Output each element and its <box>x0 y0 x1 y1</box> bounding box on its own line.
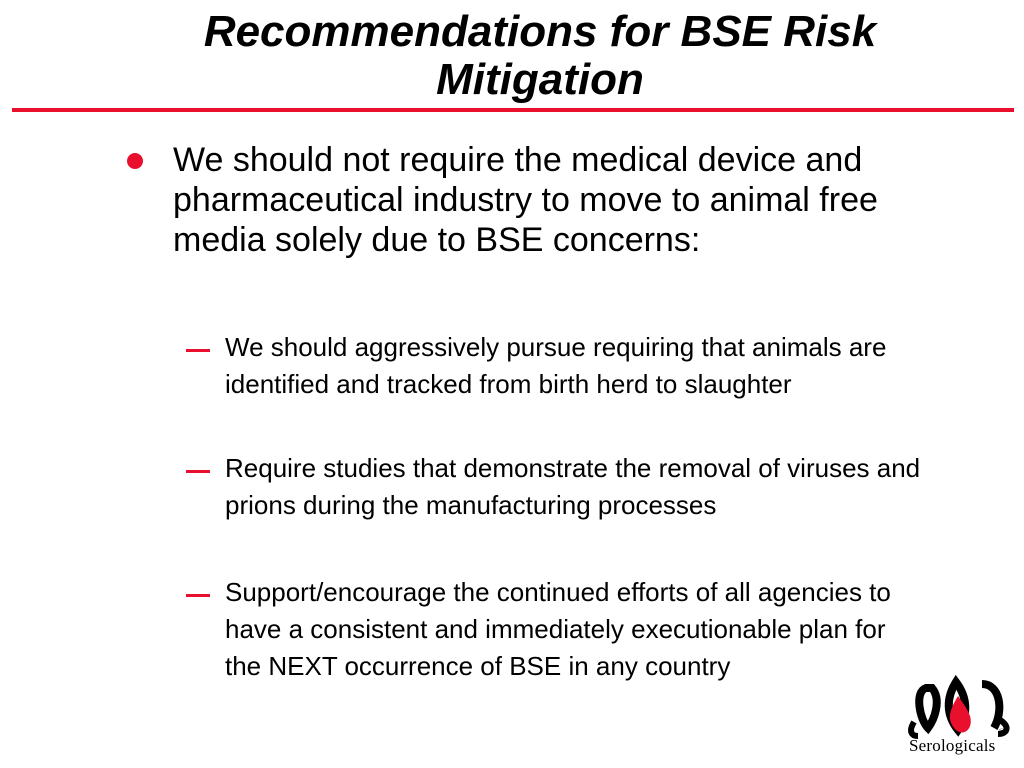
title-line-1: Recommendations for BSE Risk <box>203 7 877 56</box>
dash-icon <box>186 594 210 597</box>
main-bullet-text: We should not require the medical device and pharmaceutical industry to move to animal free media solely due to BSE concerns: <box>173 141 878 259</box>
slide-title <box>0 8 1024 104</box>
title-line-2: Mitigation <box>436 55 644 104</box>
sub-bullet-3: Support/encourage the continued efforts of all agencies to have a consistent and immediately executionable plan for the NEXT occurrence of BSE in any country <box>225 577 891 681</box>
title-divider <box>12 108 1014 112</box>
sub-bullet-1: We should aggressively pursue requiring that animals are identified and tracked from birth herd to slaughter <box>225 332 887 399</box>
bullet-dot-icon <box>127 153 143 169</box>
sub-bullet-2: Require studies that demonstrate the removal of viruses and prions during the manufacturing processes <box>225 453 921 520</box>
dash-icon <box>186 349 210 352</box>
registered-mark: ® <box>998 728 1006 739</box>
dash-icon <box>186 470 210 473</box>
logo-text: Serologicals <box>909 736 996 755</box>
